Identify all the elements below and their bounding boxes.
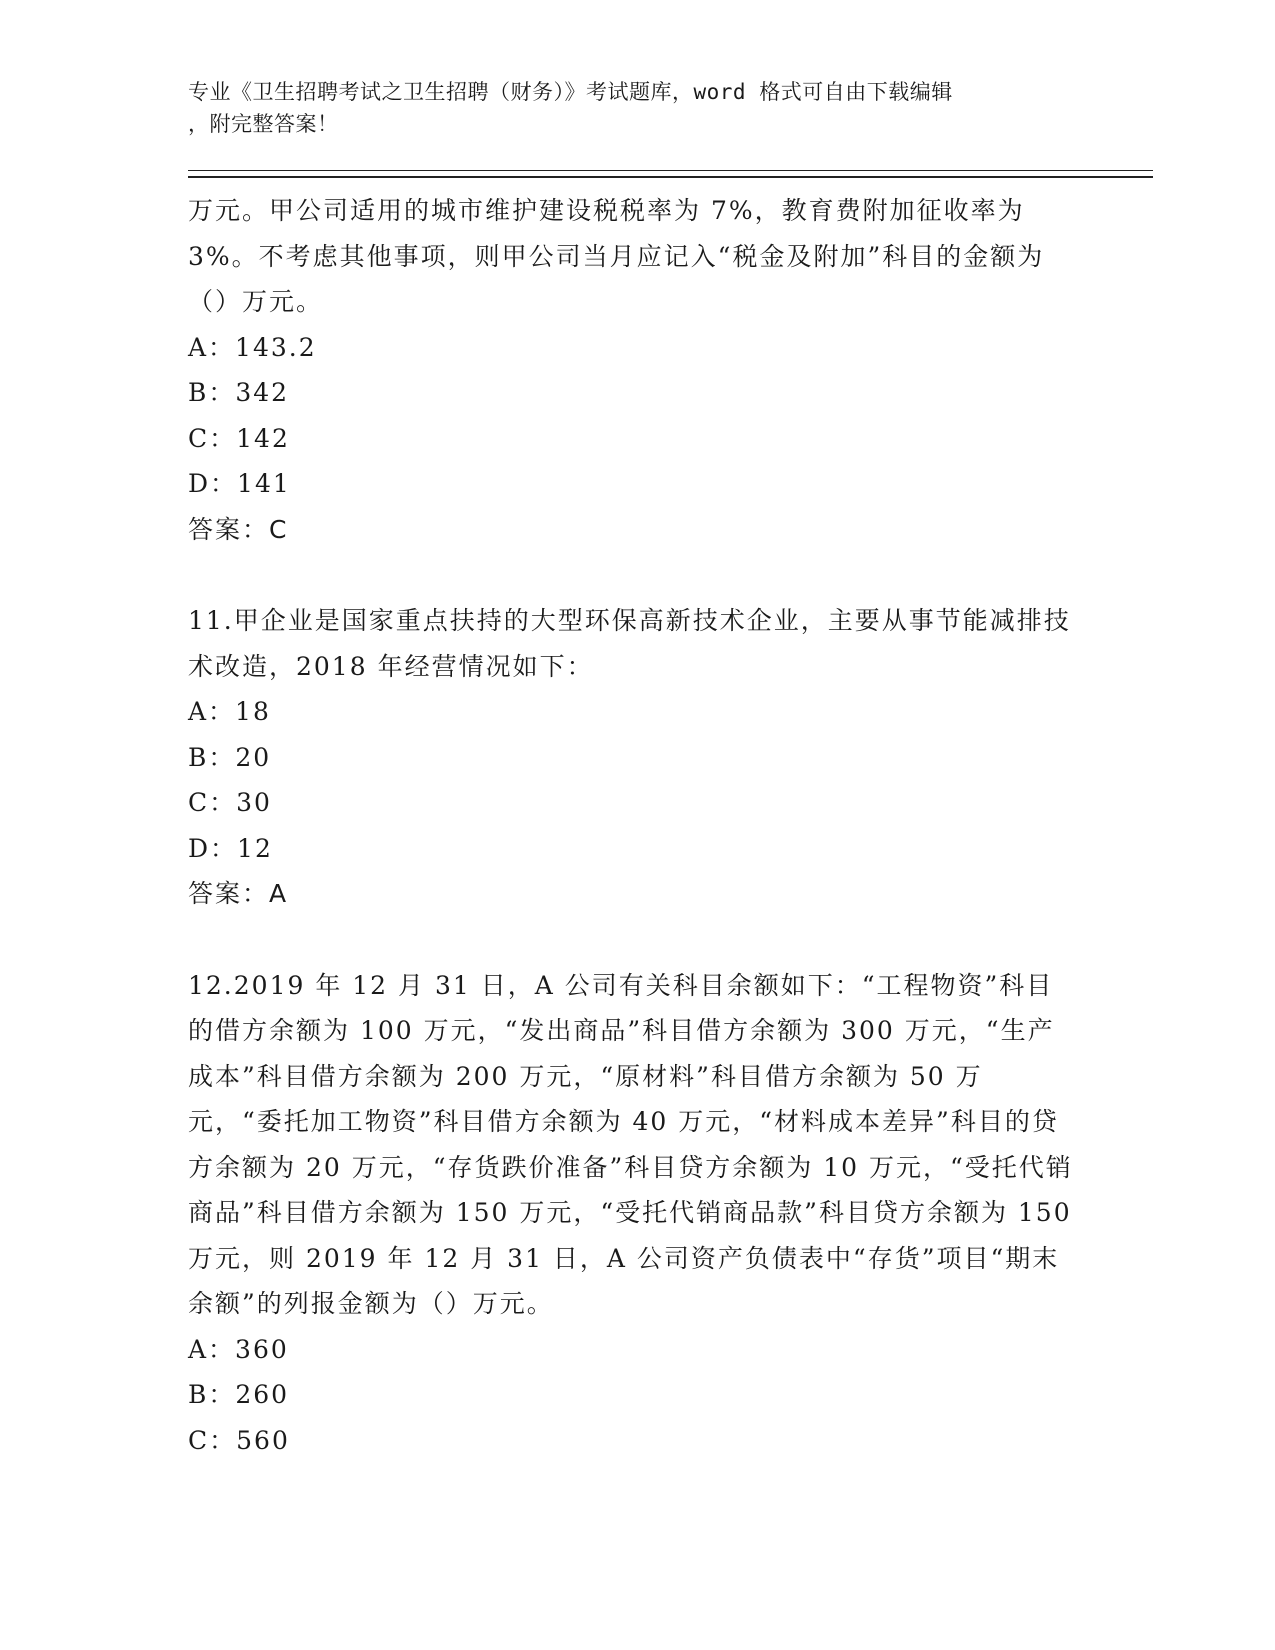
question-stem: 11.甲企业是国家重点扶持的大型环保高新技术企业，主要从事节能减排技术改造，2018 年经营情况如下： (188, 606, 1071, 681)
spacer (188, 552, 1078, 598)
question-stem: 万元。甲公司适用的城市维护建设税税率为 7%，教育费附加征收率为 3%。不考虑其他事项，则甲公司当月应记入“税金及附加”科目的金额为（）万元。 (188, 196, 1045, 316)
option-d: D：12 (188, 833, 273, 863)
header-rule-bottom (188, 176, 1153, 178)
question-11 (188, 598, 1078, 917)
header-line-2: ，附完整答案！ (188, 112, 339, 136)
option-c: C：30 (188, 788, 272, 817)
option-c: C：560 (188, 1425, 290, 1455)
question-10 (188, 188, 1078, 552)
option-b: B：20 (188, 742, 272, 772)
spacer (188, 917, 1078, 963)
question-content (188, 188, 1078, 1463)
question-stem: 12.2019 年 12 月 31 日，A 公司有关科目余额如下：“工程物资”科目的借方余额为 100 万元，“发出商品”科目借方余额为 300 万元，“生产成本”科目借方余额为 200 万元，“原材料”科目借方余额为 50 万元，“委托加工物资”科目借方余额为 40 万元，“材料成本差异”科目的贷方余额为 20 万元，“存货跌价准备”科目贷方余额为 10 万元，“受托代销商品”科目借方余额为 150 万元，“受托代销商品款”科目贷方余额为 150 万元，则 2019 年 12 月 31 日，A 公司资产负债表中“存货”项目“期末余额”的列报金额为（）万元。 (188, 970, 1073, 1318)
answer-line: 答案：C (188, 514, 289, 544)
option-c: C：142 (188, 423, 290, 453)
option-b: B：342 (188, 378, 290, 407)
page-header (188, 76, 1088, 140)
question-12 (188, 963, 1078, 1464)
option-a: A：360 (188, 1334, 289, 1364)
header-line-1: 专业《卫生招聘考试之卫生招聘（财务）》考试题库，word 格式可自由下载编辑 (188, 80, 953, 104)
header-rule-top (188, 170, 1153, 171)
option-a: A：143.2 (188, 332, 317, 362)
option-b: B：260 (188, 1380, 290, 1409)
option-d: D：141 (188, 469, 291, 498)
option-a: A：18 (188, 697, 271, 726)
answer-line: 答案：A (188, 879, 289, 908)
